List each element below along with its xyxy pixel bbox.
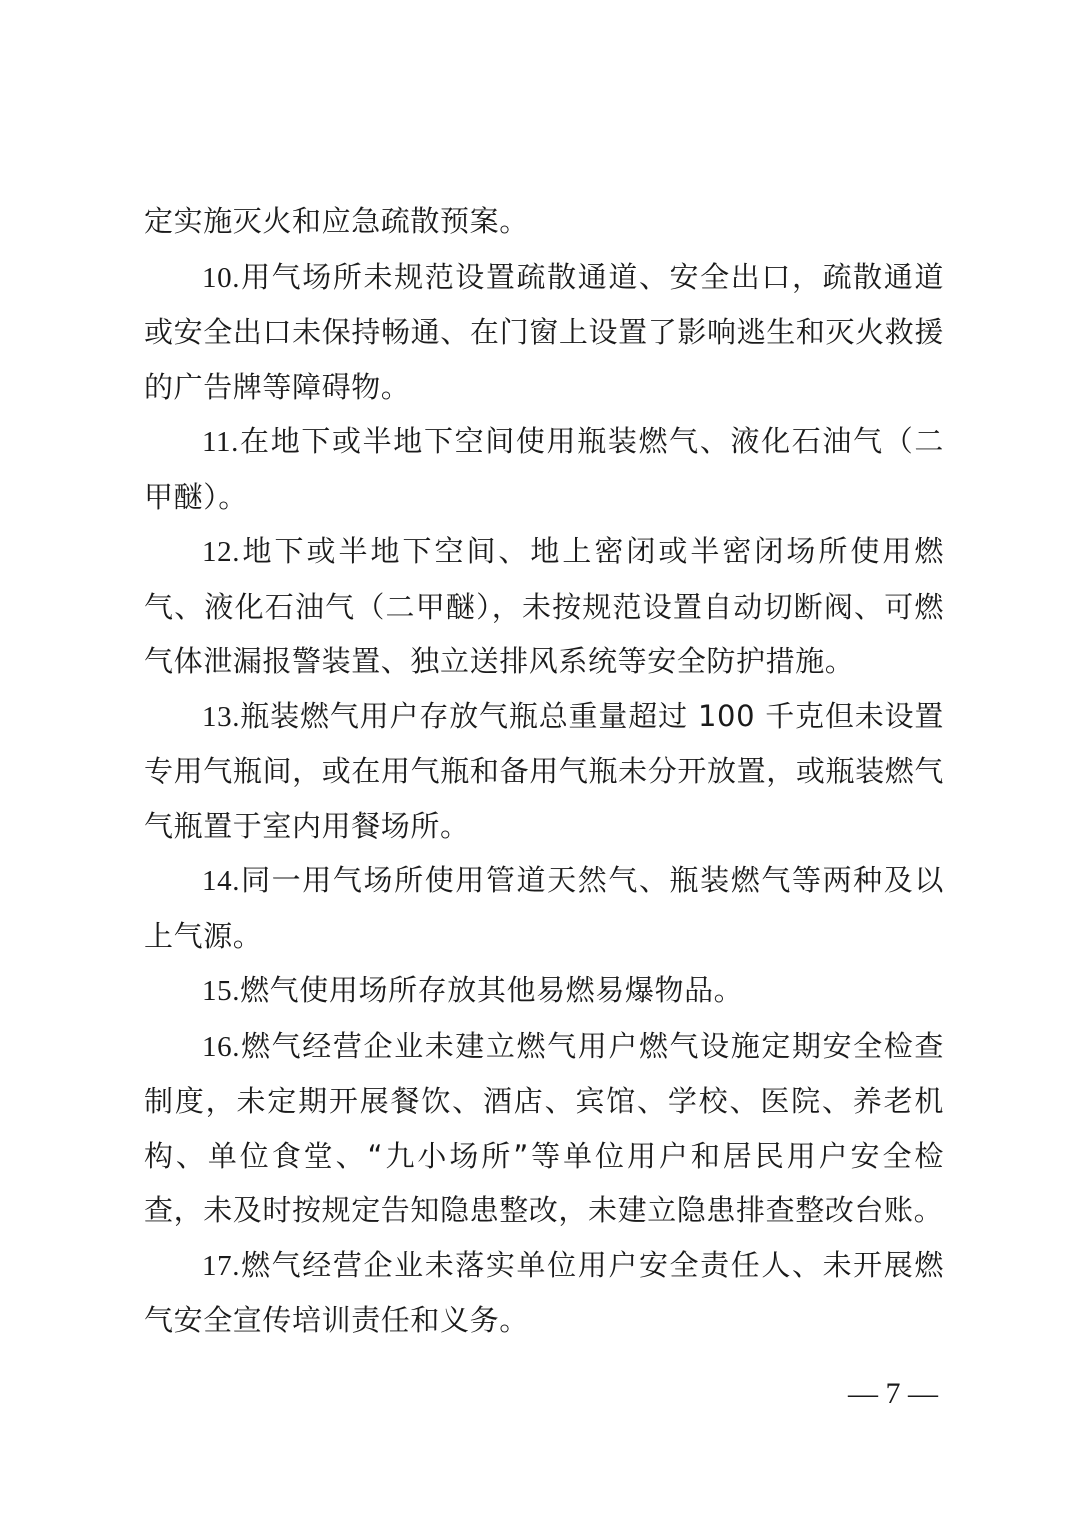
paragraph-text: 地下或半地下空间、地上密闭或半密闭场所使用燃气、液化石油气（二甲醚），未按规范设置自动切断阀、可燃气体泄漏报警装置、独立送排风系统等安全防护措施。 [144,534,944,678]
paragraph-text: 定实施灭火和应急疏散预案。 [144,204,529,238]
paragraph-text: 用气场所未规范设置疏散通道、安全出口，疏散通道或安全出口未保持畅通、在门窗上设置了影响逃生和灭火救援的广告牌等障碍物。 [144,259,944,404]
item-number: 17. [202,1249,241,1282]
item-number: 12. [202,536,241,568]
paragraph-item-14 [144,853,944,963]
item-number: 15. [202,975,241,1007]
body-text [144,194,944,1348]
item-number: 10. [202,261,241,294]
paragraph-text: 瓶装燃气用户存放气瓶总重量超过 100 千克但未设置专用气瓶间，或在用气瓶和备用气瓶未分开放置，或瓶装燃气气瓶置于室内用餐场所。 [144,698,944,843]
page-number: — 7 — [848,1377,938,1410]
item-number: 14. [202,865,241,897]
paragraph-continuation [144,194,944,250]
paragraph-item-13 [144,689,944,854]
item-number: 11. [202,426,239,458]
paragraph-item-15 [144,963,944,1019]
paragraph-text: 同一用气场所使用管道天然气、瓶装燃气等两种及以上气源。 [144,863,944,953]
paragraph-item-17 [144,1238,944,1348]
paragraph-text: 在地下或半地下空间使用瓶装燃气、液化石油气（二甲醚）。 [144,424,944,514]
item-number: 13. [202,700,241,733]
paragraph-item-16 [144,1019,944,1238]
paragraph-item-11 [144,414,944,524]
paragraph-text: 燃气经营企业未落实单位用户安全责任人、未开展燃气安全宣传培训责任和义务。 [144,1247,944,1337]
paragraph-text: 燃气经营企业未建立燃气用户燃气设施定期安全检查制度，未定期开展餐饮、酒店、宾馆、学校、医院、养老机构、单位食堂、“九小场所”等单位用户和居民用户安全检查，未及时按规定告知隐患整改，未建立隐患排查整改台账。 [144,1028,944,1227]
paragraph-item-10 [144,250,944,415]
paragraph-item-12 [144,524,944,689]
paragraph-text: 燃气使用场所存放其他易燃易爆物品。 [240,973,744,1007]
item-number: 16. [202,1030,241,1063]
